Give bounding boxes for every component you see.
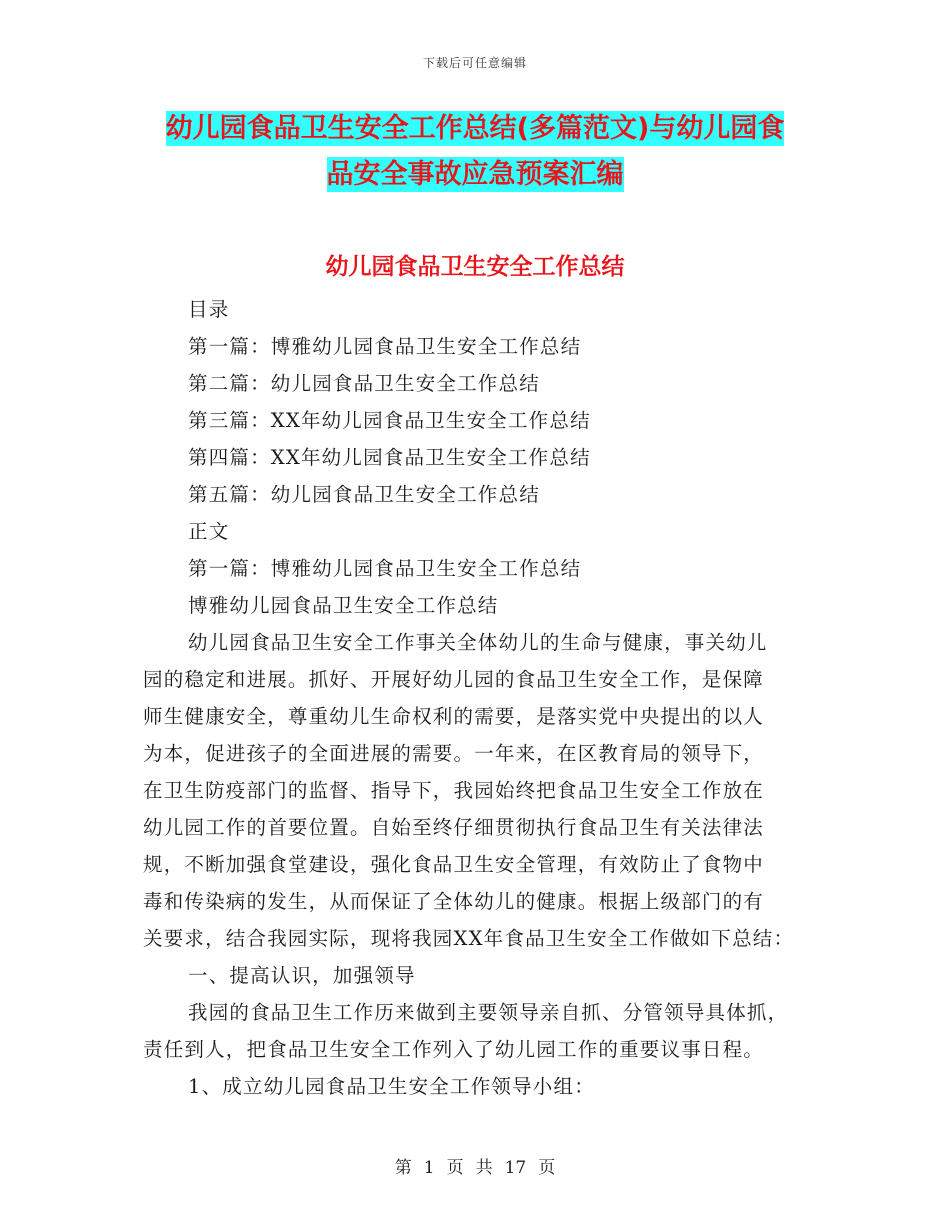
main-title-highlight-1: 幼儿园食品卫生安全工作总结(多篇范文)与幼儿园食 [165, 113, 785, 144]
toc-item-5: 第五篇：幼儿园食品卫生安全工作总结 [188, 483, 540, 506]
toc-heading: 目录 [188, 298, 230, 321]
footer-label: 页 [446, 1158, 464, 1178]
paragraph-line: 我园的食品卫生工作历来做到主要领导亲自抓、分管领导具体抓， [188, 1001, 789, 1024]
list-item-1: 1、成立幼儿园食品卫生安全工作领导小组： [188, 1075, 595, 1098]
main-title-highlight-2: 品安全事故应急预案汇编 [326, 159, 624, 190]
paragraph-line: 关要求，结合我园实际，现将我园XX年食品卫生安全工作做如下总结： [143, 927, 795, 950]
chapter-title: 第一篇：博雅幼儿园食品卫生安全工作总结 [188, 557, 582, 580]
paragraph-line: 幼儿园工作的首要位置。自始至终仔细贯彻执行食品卫生有关法律法 [143, 816, 765, 839]
chapter-subtitle: 博雅幼儿园食品卫生安全工作总结 [188, 594, 499, 617]
paragraph-line: 园的稳定和进展。抓好、开展好幼儿园的食品卫生安全工作，是保障 [143, 668, 765, 691]
paragraph-line: 在卫生防疫部门的监督、指导下，我园始终把食品卫生安全工作放在 [143, 779, 765, 802]
footer-label: 页 [538, 1158, 556, 1178]
footer-total-pages: 17 [504, 1158, 527, 1178]
toc-item-4: 第四篇：XX年幼儿园食品卫生安全工作总结 [188, 446, 591, 469]
paragraph-line: 规，不断加强食堂建设，强化食品卫生安全管理，有效防止了食物中 [143, 853, 765, 876]
page-footer [0, 1153, 950, 1178]
body-heading: 正文 [188, 520, 230, 543]
paragraph-line: 师生健康安全，尊重幼儿生命权利的需要，是落实党中央提出的以人 [143, 705, 765, 728]
toc-item-1: 第一篇：博雅幼儿园食品卫生安全工作总结 [188, 335, 582, 358]
header-note: 下载后可任意编辑 [422, 56, 527, 70]
toc-item-2: 第二篇：幼儿园食品卫生安全工作总结 [188, 372, 540, 395]
paragraph-line: 责任到人，把食品卫生安全工作列入了幼儿园工作的重要议事日程。 [143, 1038, 765, 1061]
main-title-line-2 [0, 158, 950, 192]
toc-item-3: 第三篇：XX年幼儿园食品卫生安全工作总结 [188, 409, 591, 432]
point-1-heading: 一、提高认识，加强领导 [188, 964, 416, 987]
main-title-line-1 [0, 112, 950, 146]
paragraph-line: 幼儿园食品卫生安全工作事关全体幼儿的生命与健康，事关幼儿 [188, 631, 768, 654]
footer-label: 共 [475, 1158, 493, 1178]
section-title: 幼儿园食品卫生安全工作总结 [325, 254, 625, 280]
footer-label: 第 [394, 1158, 412, 1178]
paragraph-line: 毒和传染病的发生，从而保证了全体幼儿的健康。根据上级部门的有 [143, 890, 765, 913]
paragraph-line: 为本，促进孩子的全面进展的需要。一年来，在区教育局的领导下， [143, 742, 765, 765]
footer-page-number: 1 [423, 1158, 435, 1178]
